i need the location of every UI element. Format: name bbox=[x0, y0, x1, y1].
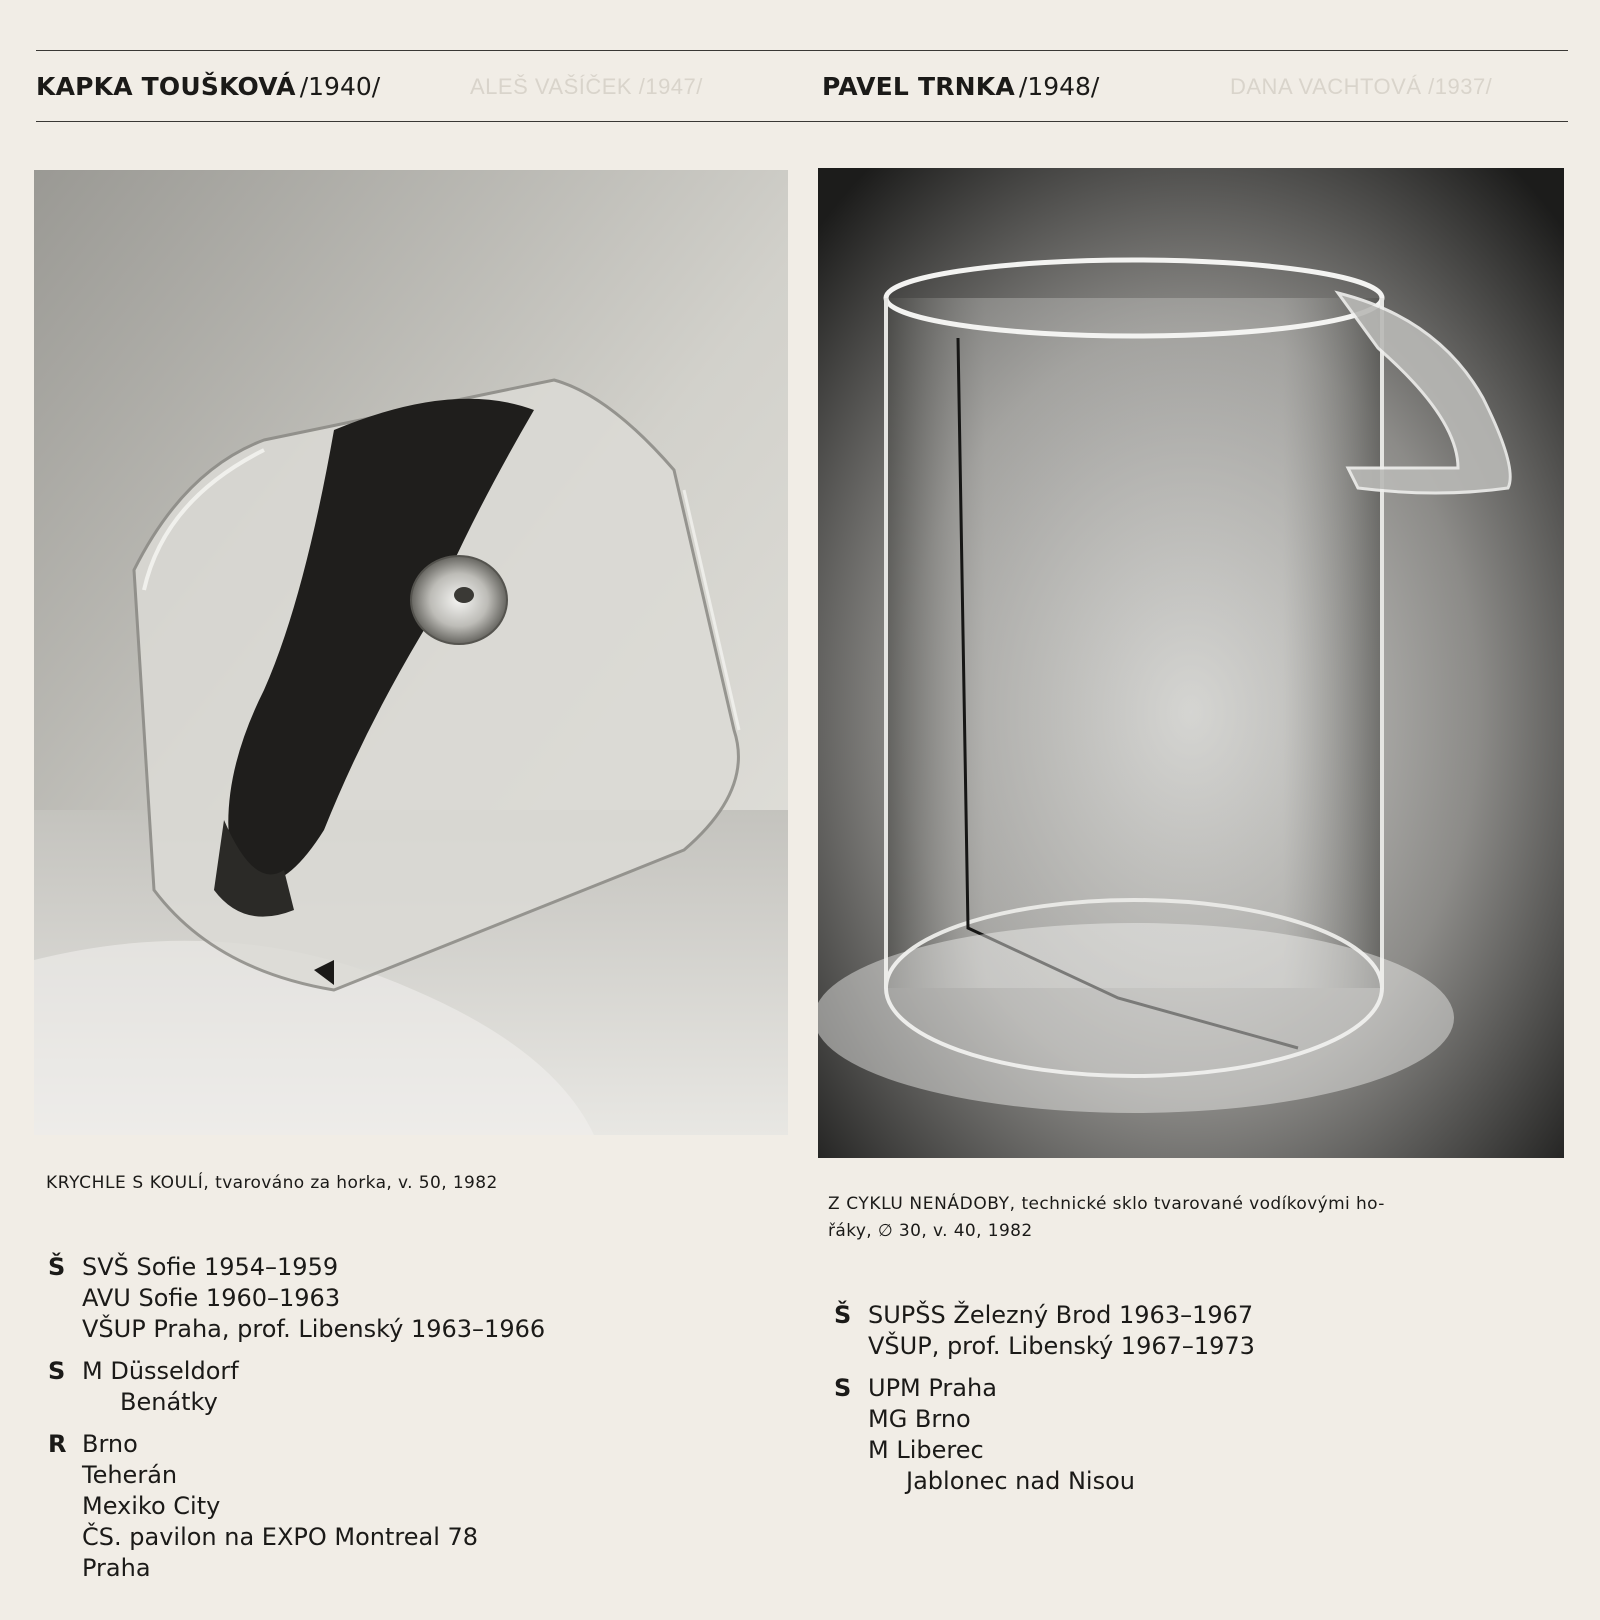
right-school-entry: VŠUP, prof. Libenský 1967–1973 bbox=[868, 1332, 1255, 1360]
left-artwork-photo bbox=[34, 170, 788, 1135]
faded-heading-middle: ALEŠ VAŠÍČEK /1947/ bbox=[470, 74, 703, 99]
left-realization-entry: Mexiko City bbox=[82, 1492, 221, 1520]
left-realizations-letter: R bbox=[48, 1430, 67, 1458]
left-school-section bbox=[48, 1252, 545, 1345]
right-artist-year: /1948/ bbox=[1018, 72, 1100, 101]
right-artwork-photo bbox=[818, 168, 1564, 1158]
left-collections-section bbox=[48, 1356, 545, 1418]
left-artist-heading bbox=[36, 72, 380, 101]
left-artist-year: /1940/ bbox=[299, 72, 381, 101]
right-caption-line2: řáky, ∅ 30, v. 40, 1982 bbox=[828, 1221, 1033, 1241]
right-caption-title: Z CYKLU NENÁDOBY, bbox=[828, 1194, 1016, 1214]
right-collections-section bbox=[834, 1373, 1255, 1497]
left-realization-entry: Praha bbox=[82, 1554, 151, 1582]
left-caption-title: KRYCHLE S KOULÍ, bbox=[46, 1173, 210, 1193]
top-rule bbox=[36, 50, 1568, 51]
left-school-letter: Š bbox=[48, 1253, 66, 1281]
left-collection-entry: M Düsseldorf bbox=[82, 1357, 239, 1385]
left-realization-entry: Teherán bbox=[82, 1461, 178, 1489]
right-school-letter: Š bbox=[834, 1301, 852, 1329]
left-school-entry: VŠUP Praha, prof. Libenský 1963–1966 bbox=[82, 1315, 546, 1343]
left-realization-entry: Brno bbox=[82, 1430, 138, 1458]
left-caption-text: tvarováno za horka, v. 50, 1982 bbox=[215, 1173, 498, 1193]
header-rule bbox=[36, 121, 1568, 122]
left-artist-name: KAPKA TOUŠKOVÁ bbox=[36, 72, 296, 101]
right-collection-entry: M Liberec bbox=[868, 1436, 984, 1464]
right-collection-entry: UPM Praha bbox=[868, 1374, 997, 1402]
right-collection-entry: Jablonec nad Nisou bbox=[906, 1467, 1135, 1495]
right-artist-heading bbox=[822, 72, 1099, 101]
right-bio bbox=[834, 1300, 1255, 1508]
right-artist-name: PAVEL TRNKA bbox=[822, 72, 1015, 101]
right-school-section bbox=[834, 1300, 1255, 1362]
left-school-entry: AVU Sofie 1960–1963 bbox=[82, 1284, 341, 1312]
left-school-entry: SVŠ Sofie 1954–1959 bbox=[82, 1253, 339, 1281]
right-caption-line1: technické sklo tvarované vodíkovými ho- bbox=[1021, 1194, 1385, 1214]
right-caption bbox=[828, 1191, 1385, 1245]
left-collections-letter: S bbox=[48, 1357, 66, 1385]
right-collection-entry: MG Brno bbox=[868, 1405, 971, 1433]
right-collections-letter: S bbox=[834, 1374, 852, 1402]
right-school-entry: SUPŠS Železný Brod 1963–1967 bbox=[868, 1301, 1254, 1329]
left-caption bbox=[46, 1170, 498, 1197]
left-bio bbox=[48, 1252, 545, 1595]
left-realizations-section bbox=[48, 1429, 545, 1584]
left-collection-entry: Benátky bbox=[120, 1388, 218, 1416]
left-realization-entry: ČS. pavilon na EXPO Montreal 78 bbox=[82, 1523, 479, 1551]
faded-heading-right: DANA VACHTOVÁ /1937/ bbox=[1230, 74, 1493, 99]
